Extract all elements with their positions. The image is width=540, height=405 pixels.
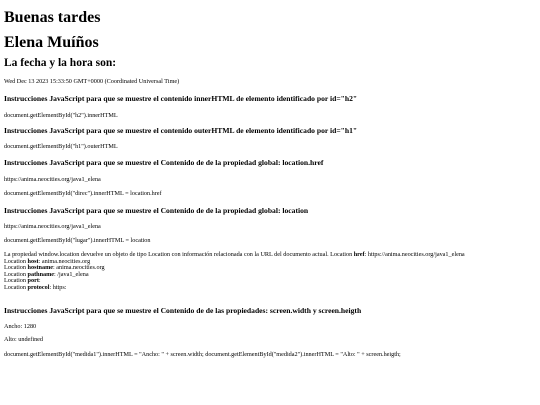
location-href-heading: Instrucciones JavaScript para que se muestre el Contenido de de la propiedad global: location.href	[4, 158, 324, 167]
protocol-label: protocol	[27, 283, 50, 291]
screen-code: document.getElementById("medida1").innerHTML = "Ancho: " + screen.width; document.getElementById("medida2").innerHTML = "Alto: " + screen.heigth;	[4, 351, 401, 358]
pathname-value: : /java1_elena	[54, 270, 89, 278]
location-details	[4, 252, 465, 292]
screen-height-value: Alto: undefined	[4, 336, 44, 343]
outer-html-heading: Instrucciones JavaScript para que se muestre el contenido outerHTML de elemento identificado por id="h1"	[4, 126, 358, 135]
hostname-value: : anima.neocities.org	[53, 264, 105, 272]
location-href-code: document.getElementById("direc").innerHTML = location.href	[4, 190, 162, 197]
protocol-prefix: Location	[4, 283, 26, 291]
port-prefix: Location	[4, 277, 26, 285]
name-heading: Elena Muíños	[4, 34, 99, 51]
location-value: https://anima.neocities.org/java1_elena	[4, 223, 101, 230]
protocol-value: : https:	[49, 283, 67, 291]
hostname-label: hostname	[27, 264, 53, 272]
greeting-heading: Buenas tardes	[4, 9, 101, 26]
screen-heading: Instrucciones JavaScript para que se muestre el Contenido de de las propiedades: screen.width y screen.heigth	[4, 306, 362, 315]
location-port-line	[4, 278, 465, 285]
hostname-prefix: Location	[4, 264, 26, 272]
host-value: : anima.neocities.org	[38, 257, 91, 265]
host-prefix: Location	[4, 257, 26, 265]
href-label: href	[353, 251, 365, 258]
inner-html-code: document.getElementById("h2").innerHTML	[4, 112, 118, 119]
datetime-value: Wed Dec 13 2023 15:33:50 GMT+0000 (Coordinated Universal Time)	[4, 78, 180, 85]
datetime-heading: La fecha y la hora son:	[4, 57, 117, 69]
port-label: port	[27, 277, 39, 285]
location-heading: Instrucciones JavaScript para que se muestre el Contenido de de la propiedad global: location	[4, 206, 309, 215]
screen-width-value: Ancho: 1280	[4, 323, 37, 330]
outer-html-code: document.getElementById("h1").outerHTML	[4, 143, 118, 150]
port-value: :	[38, 277, 41, 285]
location-protocol-line	[4, 285, 465, 292]
location-code: document.getElementById("lugar").innerHTML = location	[4, 237, 151, 244]
inner-html-heading: Instrucciones JavaScript para que se muestre el contenido innerHTML de elemento identificado por id="h2"	[4, 94, 358, 103]
pathname-prefix: Location	[4, 270, 26, 278]
href-value: : https://anima.neocities.org/java1_elena	[364, 251, 465, 258]
location-pathname-line	[4, 272, 465, 279]
pathname-label: pathname	[27, 270, 55, 278]
location-description: La propiedad window.location devuelve un objeto de tipo Location con información relacionada con la URL del documento actual. Location	[4, 251, 353, 258]
location-href-value: https://anima.neocities.org/java1_elena	[4, 176, 101, 183]
host-label: host	[27, 257, 39, 265]
